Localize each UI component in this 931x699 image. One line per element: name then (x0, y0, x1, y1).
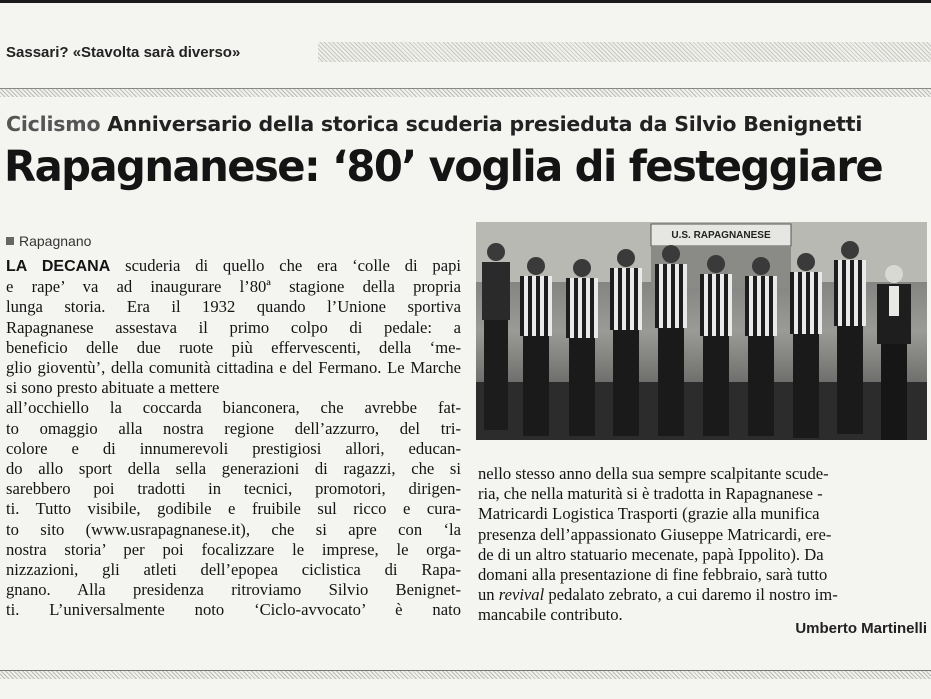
dateline (6, 233, 91, 249)
article-line: to sito (www.usrapagnanese.it), che si apre con ‘la (6, 519, 461, 539)
article-line: all’occhiello la coccarda bianconera, che avrebbe fat- (6, 398, 461, 418)
article-column-1 (6, 256, 461, 621)
section-hatch-band (318, 42, 931, 62)
article-line: presenza dell’appassionato Giuseppe Matricardi, ere- (478, 524, 832, 544)
photo-banner: U.S. RAPAGNANESE (671, 230, 771, 241)
article-line: gnano. Alla presidenza ritroviamo Silvio Benignet- (6, 580, 461, 600)
section-title: Sassari? «Stavolta sarà diverso» (6, 44, 241, 61)
article-line: de di un altro statuario mecenate, papà Ippolito). Da (478, 544, 824, 564)
article-line: e rape’ va ad inaugurare l’80ª stagione della propria (6, 277, 461, 297)
article-italic: revival (498, 585, 545, 605)
dateline-text: Rapagnano (19, 233, 92, 249)
article-line: un revival pedalato zebrato, a cui daremo il nostro im- (478, 585, 838, 605)
article-line: glio gioventù’, della comunità cittadina e del Fermano. Le Marche si sono presto abituate a mettere (6, 358, 461, 398)
article-line: domani alla presentazione di fine febbraio, sarà tutto (478, 565, 828, 585)
kicker-category: Ciclismo (6, 112, 101, 136)
top-rule (0, 0, 931, 3)
article-line: colore e di innumerevoli prestigiosi allori, educan- (6, 438, 461, 458)
article-column-2 (478, 464, 930, 626)
article-line: beneficio delle due ruote più effervescenti, della ‘me- (6, 337, 461, 357)
article-line: mancabile contributo. (478, 605, 623, 625)
article-line: ria, che nella maturità si è tradotta in Rapagnanese - (478, 484, 823, 504)
article-line: do allo sport della sella generazioni di ragazzi, che si (6, 459, 461, 479)
article-line: nostra storia’ per poi focalizzare le imprese, le orga- (6, 539, 461, 559)
headline: Rapagnanese: ‘80’ voglia di festeggiare (4, 142, 883, 192)
article-line: ti. L’universalmente noto ‘Ciclo-avvocato’ è nato (6, 600, 461, 620)
article-line: to omaggio alla nostra regione dell’azzurro, del tri- (6, 418, 461, 438)
article-line: nizzazioni, gli atleti dell’epopea ciclistica di Rapa- (6, 560, 461, 580)
article-line: Rapagnanese assestava il primo colpo di pedale: a (6, 317, 461, 337)
team-photo (476, 222, 927, 440)
header-divider (0, 88, 931, 97)
bottom-rule (0, 670, 931, 679)
article-line: LA DECANA scuderia di quello che era ‘colle di papi (6, 256, 462, 275)
dateline-square-icon (6, 237, 14, 245)
article-lead: LA DECANA (6, 258, 111, 275)
kicker (6, 112, 862, 136)
article-line: ti. Tutto visibile, godibile e fruibile sul ricco e cura- (6, 499, 461, 519)
kicker-text: Anniversario della storica scuderia presieduta da Silvio Benignetti (107, 112, 863, 136)
article-line: sarebbero poi tradotti in tecnici, promotori, dirigen- (6, 479, 461, 499)
article-line: lunga storia. Era il 1932 quando l’Unione sportiva (6, 297, 461, 317)
article-line: nello stesso anno della sua sempre scalpitante scude- (478, 464, 829, 483)
article-line: Matricardi Logistica Trasporti (grazie alla munifica (478, 504, 820, 524)
byline: Umberto Martinelli (795, 620, 927, 637)
